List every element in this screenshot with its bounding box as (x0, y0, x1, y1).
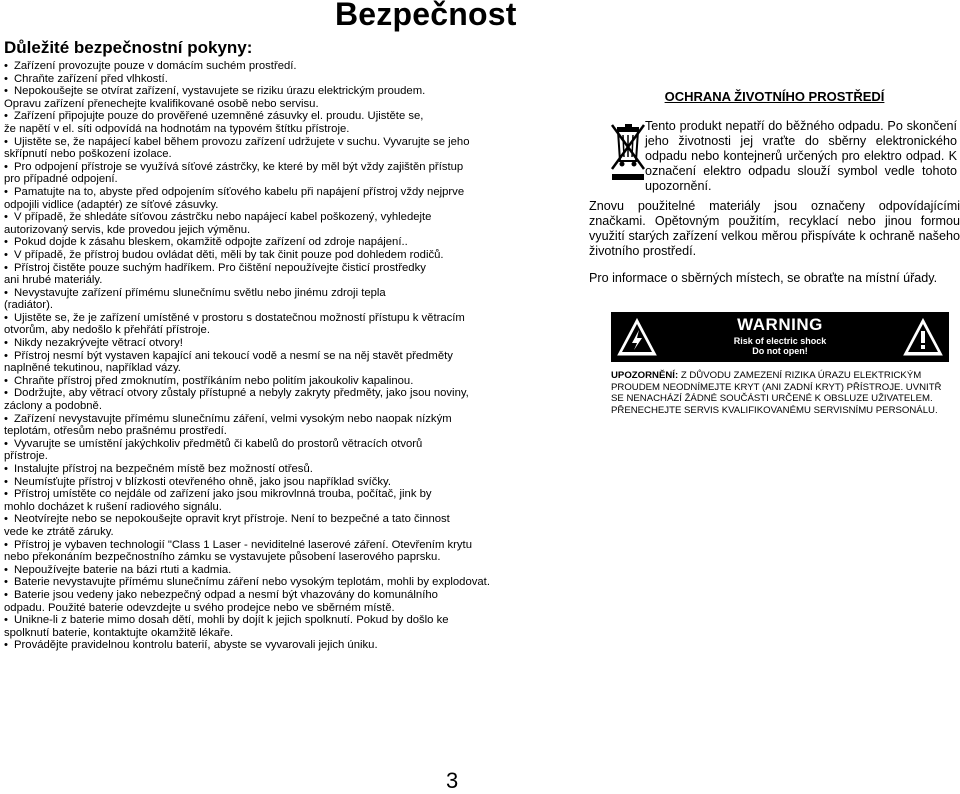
bullet-marker: • (4, 639, 8, 652)
safety-item (4, 350, 586, 363)
safety-item-text: Nepoužívejte baterie na bázi rtuti a kadmia. (14, 563, 232, 576)
bullet-marker: • (4, 374, 8, 387)
safety-item-text: vede ke ztrátě záruky. (4, 525, 114, 538)
safety-item (4, 262, 586, 275)
bullet-marker: • (4, 576, 8, 589)
safety-item-text: Zařízení připojujte pouze do prověřené uzemněné zásuvky el. proudu. Ujistěte se, (14, 110, 424, 123)
safety-item (4, 589, 586, 602)
safety-item (4, 211, 586, 224)
bullet-marker: • (4, 72, 8, 85)
bullet-marker: • (4, 248, 8, 261)
bullet-marker: • (4, 614, 8, 627)
safety-item-text: Pro odpojení přístroje se využívá síťové zástrčky, ke které by měl být vždy zajištěn přístup (14, 160, 464, 173)
safety-item (4, 375, 586, 388)
safety-item-text: spolknutí baterie, kontaktujte okamžitě lékaře. (4, 626, 234, 639)
crossed-out-wheelie-bin-icon (609, 121, 649, 183)
safety-item-text: autorizovaný servis, kde provedou jejich výměnu. (4, 223, 251, 236)
safety-item-text: Pamatujte na to, abyste před odpojením síťového kabelu při napájení přístroj vždy nejprve (14, 185, 465, 198)
safety-item (4, 488, 586, 501)
safety-item (4, 123, 586, 136)
safety-item (4, 173, 586, 186)
safety-item-text: přístroje. (4, 450, 48, 463)
caution-text: Z DŮVODU ZAMEZENÍ RIZIKA ÚRAZU ELEKTRICKÝM PROUDEM NEODNÍMEJTE KRYT (ANI ZADNÍ KRYT) PŘÍSTROJE. UVNITŘ SE NENACHÁZÍ ŽÁDNÉ SOUČÁSTI URČENÉ K OBSLUZE UŽIVATELEM. PŘENECHEJTE SERVIS KVALIFIKOVANÉMU SERVISNÍMU PERSONÁLU. (611, 370, 942, 416)
safety-item-text: Baterie nevystavujte přímému slunečnímu záření nebo vysokým teplotám, mohli by explodovat. (14, 576, 490, 589)
safety-item-text: Ujistěte se, že napájecí kabel během provozu zařízení udržujete v suchu. Vyvarujte se jeho (14, 135, 470, 148)
safety-item (4, 148, 586, 161)
bullet-marker: • (4, 236, 8, 249)
safety-item (4, 224, 586, 237)
bullet-marker: • (4, 286, 8, 299)
safety-item (4, 413, 586, 426)
safety-item-text: teplotám, otřesům nebo prašnému prostředí. (4, 425, 227, 438)
safety-item (4, 337, 586, 350)
safety-item-text: Přístroj nesmí být vystaven kapající ani tekoucí vodě a nesmí se na něj stavět předměty (14, 349, 453, 362)
safety-item-text: ani hrubé materiály. (4, 274, 103, 287)
bullet-marker: • (4, 538, 8, 551)
safety-item-text: Přístroj čistěte pouze suchým hadříkem. Pro čištění nepoužívejte čisticí prostředky (14, 261, 426, 274)
safety-item (4, 299, 586, 312)
page-title: Bezpečnost (335, 0, 517, 32)
weee-notice (589, 121, 960, 199)
page-number: 3 (446, 768, 459, 793)
safety-item-text: Neumísťujte přístroj v blízkosti otevřeného ohně, jako jsou například svíčky. (14, 475, 392, 488)
safety-item-text: Nevystavujte zařízení přímému slunečnímu světlu nebo jinému zdroji tepla (14, 286, 386, 299)
safety-item (4, 425, 586, 438)
safety-item (4, 513, 586, 526)
bullet-marker: • (4, 488, 8, 501)
safety-item-text: Vyvarujte se umístění jakýchkoliv předmětů či kabelů do prostorů větracích otvorů (14, 437, 423, 450)
warning-line-1: Risk of electric shock (733, 336, 827, 346)
bullet-marker: • (4, 513, 8, 526)
safety-item (4, 476, 586, 489)
safety-item-text: Baterie jsou vedeny jako nebezpečný odpad a nesmí být vhazovány do komunálního (14, 588, 438, 601)
safety-item-text: Zařízení nevystavujte přímému slunečnímu záření, velmi vysokým nebo naopak nízkým (14, 412, 452, 425)
safety-item (4, 85, 586, 98)
warning-line-2: Do not open! (752, 346, 808, 356)
safety-item (4, 236, 586, 249)
safety-item (4, 362, 586, 375)
safety-item (4, 110, 586, 123)
safety-item-text: Zařízení provozujte pouze v domácím suchém prostředí. (14, 60, 297, 72)
safety-item-text: skřípnutí nebo poškození izolace. (4, 148, 172, 161)
safety-item-text: Ujistěte se, že je zařízení umístěné v prostoru s dostatečnou možností přístupu k větracím (14, 311, 465, 324)
safety-item-text: že napětí v el. síti odpovídá na hodnotám na typovém štítku přístroje. (4, 122, 350, 135)
safety-item (4, 249, 586, 262)
bullet-marker: • (4, 337, 8, 350)
safety-item (4, 400, 586, 413)
safety-item (4, 526, 586, 539)
bullet-marker: • (4, 387, 8, 400)
safety-item-text: V případě, že přístroj budou ovládat děti, měli by tak činit pouze pod dohledem rodičů. (14, 248, 444, 261)
safety-item (4, 60, 586, 73)
safety-item (4, 551, 586, 564)
safety-item-text: Opravu zařízení přenechejte kvalifikované osobě nebo servisu. (4, 97, 319, 110)
bullet-marker: • (4, 110, 8, 123)
bullet-marker: • (4, 85, 8, 98)
bullet-marker: • (4, 261, 8, 274)
safety-item-text: Nepokoušejte se otvírat zařízení, vystavujete se riziku úrazu elektrickým proudem. (14, 85, 426, 98)
safety-item-text: Přístroj je vybaven technologií "Class 1 Laser - neviditelné laserové záření. Otevřením krytu (14, 538, 472, 551)
safety-item-text: Neotvírejte nebo se nepokoušejte opravit kryt přístroje. Není to bezpečné a tato činnost (14, 513, 450, 526)
safety-item (4, 463, 586, 476)
safety-item (4, 98, 586, 111)
safety-list (4, 60, 586, 652)
bullet-marker: • (4, 588, 8, 601)
caution-label: UPOZORNĚNÍ: (611, 370, 679, 381)
bullet-marker: • (4, 60, 8, 72)
safety-item-text: otvorům, aby nedošlo k přehřátí přístroje. (4, 324, 210, 337)
bullet-marker: • (4, 135, 8, 148)
exclamation-warning-icon (901, 316, 945, 358)
safety-item (4, 450, 586, 463)
bullet-marker: • (4, 211, 8, 224)
bullet-marker: • (4, 463, 8, 475)
safety-item-text: záclony a podobně. (4, 400, 102, 413)
safety-item-text: Přístroj umístěte co nejdále od zařízení jako jsou mikrovlnná trouba, počítač, jink by (14, 488, 432, 501)
bullet-marker: • (4, 311, 8, 324)
safety-item-text: Instalujte přístroj na bezpečném místě bez možností otřesů. (14, 463, 313, 475)
safety-item (4, 73, 586, 86)
safety-item (4, 199, 586, 212)
safety-item (4, 274, 586, 287)
safety-item (4, 136, 586, 149)
safety-instructions (4, 38, 586, 652)
safety-item (4, 324, 586, 337)
safety-item-text: Dodržujte, aby větrací otvory zůstaly přístupné a nebyly zakryty předměty, jako jsou noviny, (14, 387, 469, 400)
safety-item-text: Provádějte pravidelnou kontrolu baterií, abyste se vyvarovali jejich úniku. (14, 639, 378, 652)
safety-item-text: V případě, že shledáte síťovou zástrčku nebo napájecí kabel poškozený, vyhledejte (14, 211, 432, 224)
bullet-marker: • (4, 563, 8, 576)
safety-item-text: odpadu. Použité baterie odevzdejte u svého prodejce nebo ve sběrném místě. (4, 601, 395, 614)
safety-item-text: (radiátor). (4, 299, 53, 312)
bullet-marker: • (4, 412, 8, 425)
collection-points-paragraph: Pro informace o sběrných místech, se obraťte na místní úřady. (589, 271, 938, 285)
bullet-marker: • (4, 475, 8, 488)
weee-text: Tento produkt nepatří do běžného odpadu. Po skončení jeho životnosti jej vraťte do sběrny elektronického odpadu nebo kontejnerů určených pro elektro odpad. K označení elektro odpadu slouží symbol vedle tohoto upozornění. (645, 119, 957, 193)
safety-item (4, 287, 586, 300)
safety-item (4, 614, 586, 627)
bullet-marker: • (4, 437, 8, 450)
environment-section (589, 88, 960, 416)
safety-item-text: odpojili vidlice (adaptér) ze síťové zásuvky. (4, 198, 219, 211)
bullet-marker: • (4, 185, 8, 198)
safety-item-text: Nikdy nezakrývejte větrací otvory! (14, 337, 183, 350)
safety-heading: Důležité bezpečnostní pokyny: (4, 38, 253, 57)
bullet-marker: • (4, 160, 8, 173)
safety-item-text: pro případné odpojení. (4, 173, 118, 186)
safety-item-text: nebo překonáním bezpečnostního zámku se vystavujete působení laserového paprsku. (4, 551, 441, 564)
safety-item-text: Chraňte přístroj před zmoknutím, postříkáním nebo politím jakoukoliv kapalinou. (14, 374, 414, 387)
safety-item-text: mohlo docházet k rušení radiového signálu. (4, 500, 222, 513)
safety-item-text: naplněné tekutinou, například vázy. (4, 362, 181, 375)
safety-item (4, 387, 586, 400)
safety-item (4, 576, 586, 589)
environment-heading: OCHRANA ŽIVOTNÍHO PROSTŘEDÍ (664, 89, 885, 104)
safety-item (4, 564, 586, 577)
safety-item (4, 501, 586, 514)
safety-item (4, 539, 586, 552)
safety-item-text: Pokud dojde k zásahu bleskem, okamžitě odpojte zařízení od zdroje napájení.. (14, 236, 408, 249)
safety-item (4, 312, 586, 325)
safety-item (4, 438, 586, 451)
safety-item-text: Unikne-li z baterie mimo dosah dětí, mohli by dojít k jejich spolknutí. Pokud by došlo ke (14, 614, 449, 627)
safety-item (4, 639, 586, 652)
safety-item (4, 161, 586, 174)
safety-item-text: Chraňte zařízení před vlhkostí. (14, 72, 168, 85)
safety-item (4, 186, 586, 199)
bullet-marker: • (4, 349, 8, 362)
warning-title: WARNING (737, 315, 823, 334)
warning-label (611, 312, 949, 362)
safety-item (4, 602, 586, 615)
safety-item (4, 627, 586, 640)
caution-notice (611, 370, 951, 416)
recycling-paragraph: Znovu použitelné materiály jsou označeny odpovídajícími značkami. Opětovným použitím, recyklací nebo jinou formou využití starých zařízení velkou měrou přispíváte k ochraně našeho životního prostředí. (589, 199, 960, 258)
